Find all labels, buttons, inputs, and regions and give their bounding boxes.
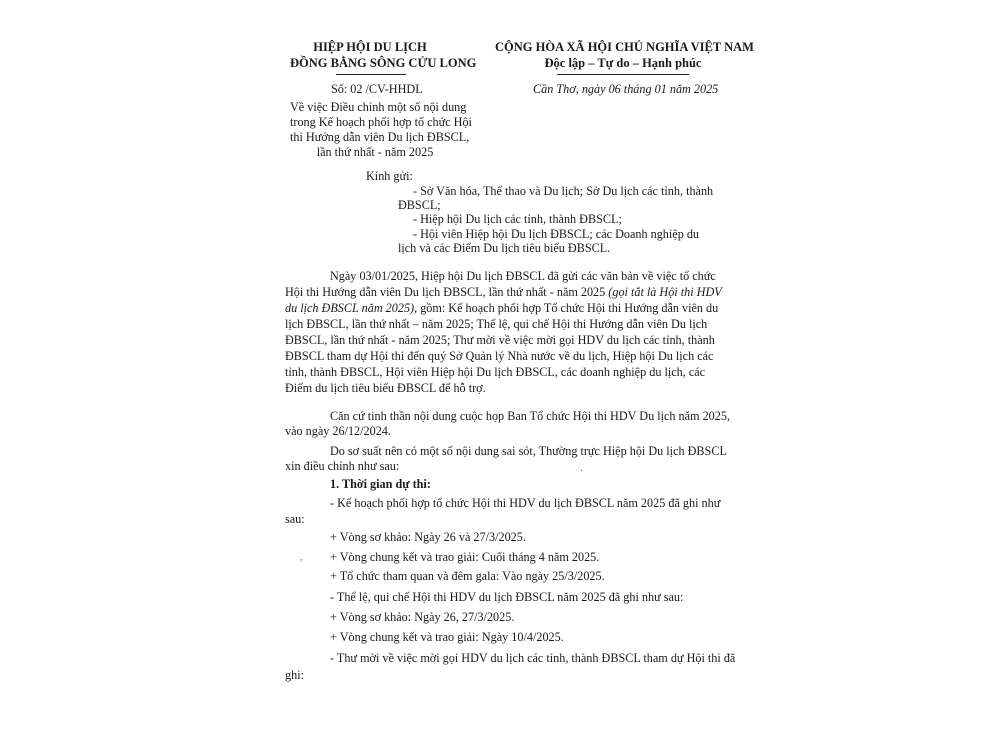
motto-underline [557,74,689,75]
org-name-line1: HIỆP HỘI DU LỊCH [313,40,427,54]
section-1-item-d-2: + Vòng chung kết và trao giải: Ngày 10/4/2025. [330,630,564,644]
nation-title: CỘNG HÒA XÃ HỘI CHỦ NGHĨA VIỆT NAM [495,40,754,54]
recipient-2: - Hiệp hội Du lịch các tỉnh, thành ĐBSCL; [413,212,622,226]
para3-line-2: xin điều chỉnh như sau: [285,459,400,473]
para1-line-2-italic: (gọi tắt là Hội thi HDV [608,285,722,299]
para2-line-2: vào ngày 26/12/2024. [285,424,391,438]
para1-line-6: ĐBSCL tham dự Hội thi đến quý Sở Quản lý Nhà nước về du lịch, Hiệp hội Du lịch các [285,349,714,363]
section-1-item-b-1: + Vòng sơ khảo: Ngày 26 và 27/3/2025. [330,530,526,544]
para1-line-4: lịch ĐBSCL, lần thứ nhất – năm 2025; Thể lệ, qui chế Hội thi Hướng dẫn viên Du lịch [285,317,708,331]
subject-line-1: Về việc Điều chỉnh một số nội dung [290,100,467,114]
section-1-item-c: - Thể lệ, qui chế Hội thi HDV du lịch ĐBSCL năm 2025 đã ghi như sau: [330,590,684,604]
para1-line-1: Ngày 03/01/2025, Hiệp hội Du lịch ĐBSCL đã gửi các văn bản về việc tổ chức [330,269,716,283]
para1-line-3 [285,300,718,317]
para1-line-7: tỉnh, thành ĐBSCL, Hội viên Hiệp hội Du lịch ĐBSCL, các doanh nghiệp du lịch, các [285,365,706,379]
para1-line-8: Điểm du lịch tiêu biểu ĐBSCL để hỗ trợ. [285,381,486,395]
recipients-label: Kính gửi: [366,169,413,183]
para1-line-2-text: Hội thi Hướng dẫn viên Du lịch ĐBSCL, lần thứ nhất - năm 2025 [285,285,609,299]
document-number: Số: 02 /CV-HHDL [331,82,423,96]
org-name-line2: ĐỒNG BẰNG SÔNG CỬU LONG [290,56,477,70]
nation-motto: Độc lập – Tự do – Hạnh phúc [544,56,702,70]
recipient-3-line-2: lịch và các Điểm Du lịch tiêu biểu ĐBSCL. [398,241,611,255]
recipient-1-line-1: - Sở Văn hóa, Thể thao và Du lịch; Sở Du lịch các tỉnh, thành [413,184,714,198]
org-underline [336,74,406,75]
place-date: Cần Thơ, ngày 06 tháng 01 năm 2025 [533,82,719,96]
scan-mark: , [300,552,303,563]
section-1-item-e-line-1: - Thư mời về việc mời gọi HDV du lịch các tỉnh, thành ĐBSCL tham dự Hội thi đã [330,651,736,665]
section-1-item-d-1: + Vòng sơ khảo: Ngày 26, 27/3/2025. [330,610,515,624]
recipient-1-line-2: ĐBSCL; [398,198,441,212]
para1-line-3-text: , gồm: Kế hoạch phối hợp Tổ chức Hội thi Hướng dẫn viên du [414,301,719,315]
section-1-item-a-line-2: sau: [285,512,305,526]
subject-line-3: thi Hướng dẫn viên Du lịch ĐBSCL, [290,130,470,144]
para2-line-1: Căn cứ tinh thần nội dung cuộc họp Ban Tổ chức Hội thi HDV Du lịch năm 2025, [330,409,730,423]
section-1-item-b-3: + Tổ chức tham quan và đêm gala: Vào ngày 25/3/2025. [330,569,605,583]
recipient-3-line-1: - Hội viên Hiệp hội Du lịch ĐBSCL; các Doanh nghiệp du [413,227,700,241]
subject-line-4: lần thứ nhất - năm 2025 [316,145,434,159]
para1-line-2 [285,284,722,301]
scan-mark: · [580,466,584,477]
para1-line-5: ĐBSCL, lần thứ nhất - năm 2025; Thư mời về việc mời gọi HDV du lịch các tỉnh, thành [285,333,715,347]
section-1-item-b-2: + Vòng chung kết và trao giải: Cuối tháng 4 năm 2025. [330,550,600,564]
subject-line-2: trong Kế hoạch phối hợp tổ chức Hội [290,115,472,129]
para3-line-1: Do sơ suất nên có một số nội dung sai sót, Thường trực Hiệp hội Du lịch ĐBSCL [330,444,727,458]
para1-line-3-italic: du lịch ĐBSCL năm 2025) [285,301,415,315]
section-1-title: 1. Thời gian dự thi: [330,477,431,491]
section-1-item-a-line-1: - Kế hoạch phối hợp tổ chức Hội thi HDV du lịch ĐBSCL năm 2025 đã ghi như [330,496,721,510]
section-1-item-e-line-2: ghi: [285,668,304,682]
